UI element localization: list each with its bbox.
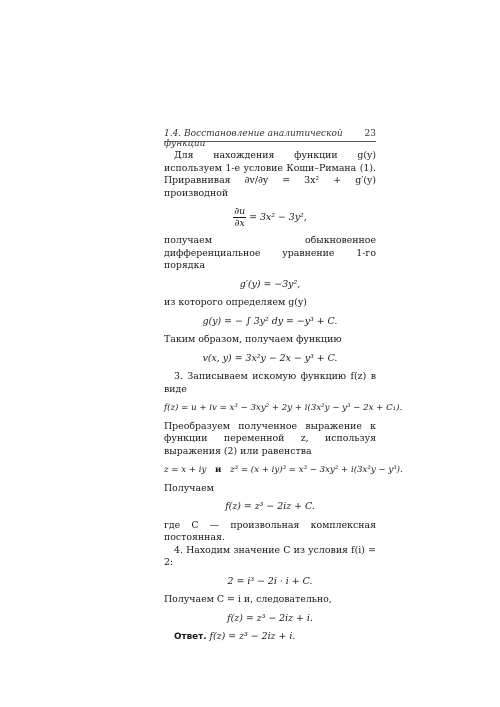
equation-partial-derivative <box>164 206 376 229</box>
answer <box>164 631 376 644</box>
equation-6-left: z = x + iy <box>164 465 207 475</box>
paragraph-10: Получаем C = i и, следовательно, <box>164 594 332 605</box>
running-header <box>164 129 376 149</box>
paragraph-2: получаем обыкновенное дифференциальное уравнение 1-го порядка <box>164 235 376 271</box>
equation-5: f(z) = u + iv = x³ − 3xy² + 2y + i(3x²y − y³ − 2x + C₁). <box>164 403 403 413</box>
paragraph-6: Преобразуем полученное выражение к функции переменной z, используя выражения (2) или равенства <box>164 420 376 457</box>
fraction-numerator: ∂u <box>234 206 246 217</box>
paragraph-9: 4. Находим значение C из условия f(i) = 2: <box>164 544 376 568</box>
paragraph-5: 3. Записываем искомую функцию f(z) в виде <box>164 371 376 395</box>
equation-rhs: = 3x² − 3y², <box>249 212 307 223</box>
equation-6 <box>164 464 403 477</box>
equation-6-conjunction: и <box>215 465 222 475</box>
fraction <box>233 206 246 229</box>
equation-integral: g(y) = − ∫ 3y² dy = −y³ + C. <box>202 315 338 327</box>
section-title: 1.4. Восстановление аналитической функции <box>164 129 343 149</box>
equation-4: v(x, y) = 3x²y − 2x − y³ + C. <box>202 352 338 364</box>
paragraph-3: из которого определяем g(y) <box>164 297 307 308</box>
header-rule <box>164 141 376 142</box>
paragraph-7: Получаем <box>164 482 214 494</box>
equation-8: 2 = i³ − 2i · i + C. <box>227 575 313 587</box>
equation-9: f(z) = z³ − 2iz + i. <box>227 612 313 624</box>
page-number: 23 <box>364 129 376 139</box>
paragraph-1: Для нахождения функции g(y) используем 1-е условие Коши–Римана (1). Приравнивая ∂v/∂y = 3x² + g′(y) производной <box>164 150 376 199</box>
fraction-denominator: ∂x <box>234 218 245 229</box>
answer-formula: f(z) = z³ − 2iz + i. <box>209 631 296 642</box>
answer-label: Ответ. <box>174 632 207 642</box>
equation-7: f(z) = z³ − 2iz + C. <box>225 501 315 512</box>
paragraph-4: Таким образом, получаем функцию <box>164 334 342 345</box>
equation-2: g′(y) = −3y², <box>239 278 301 290</box>
equation-6-right: z³ = (x + iy)³ = x³ − 3xy² + i(3x²y − y³). <box>230 465 403 475</box>
paragraph-8: где C — произвольная комплексная постоянная. <box>164 519 376 543</box>
page-body <box>164 150 403 644</box>
